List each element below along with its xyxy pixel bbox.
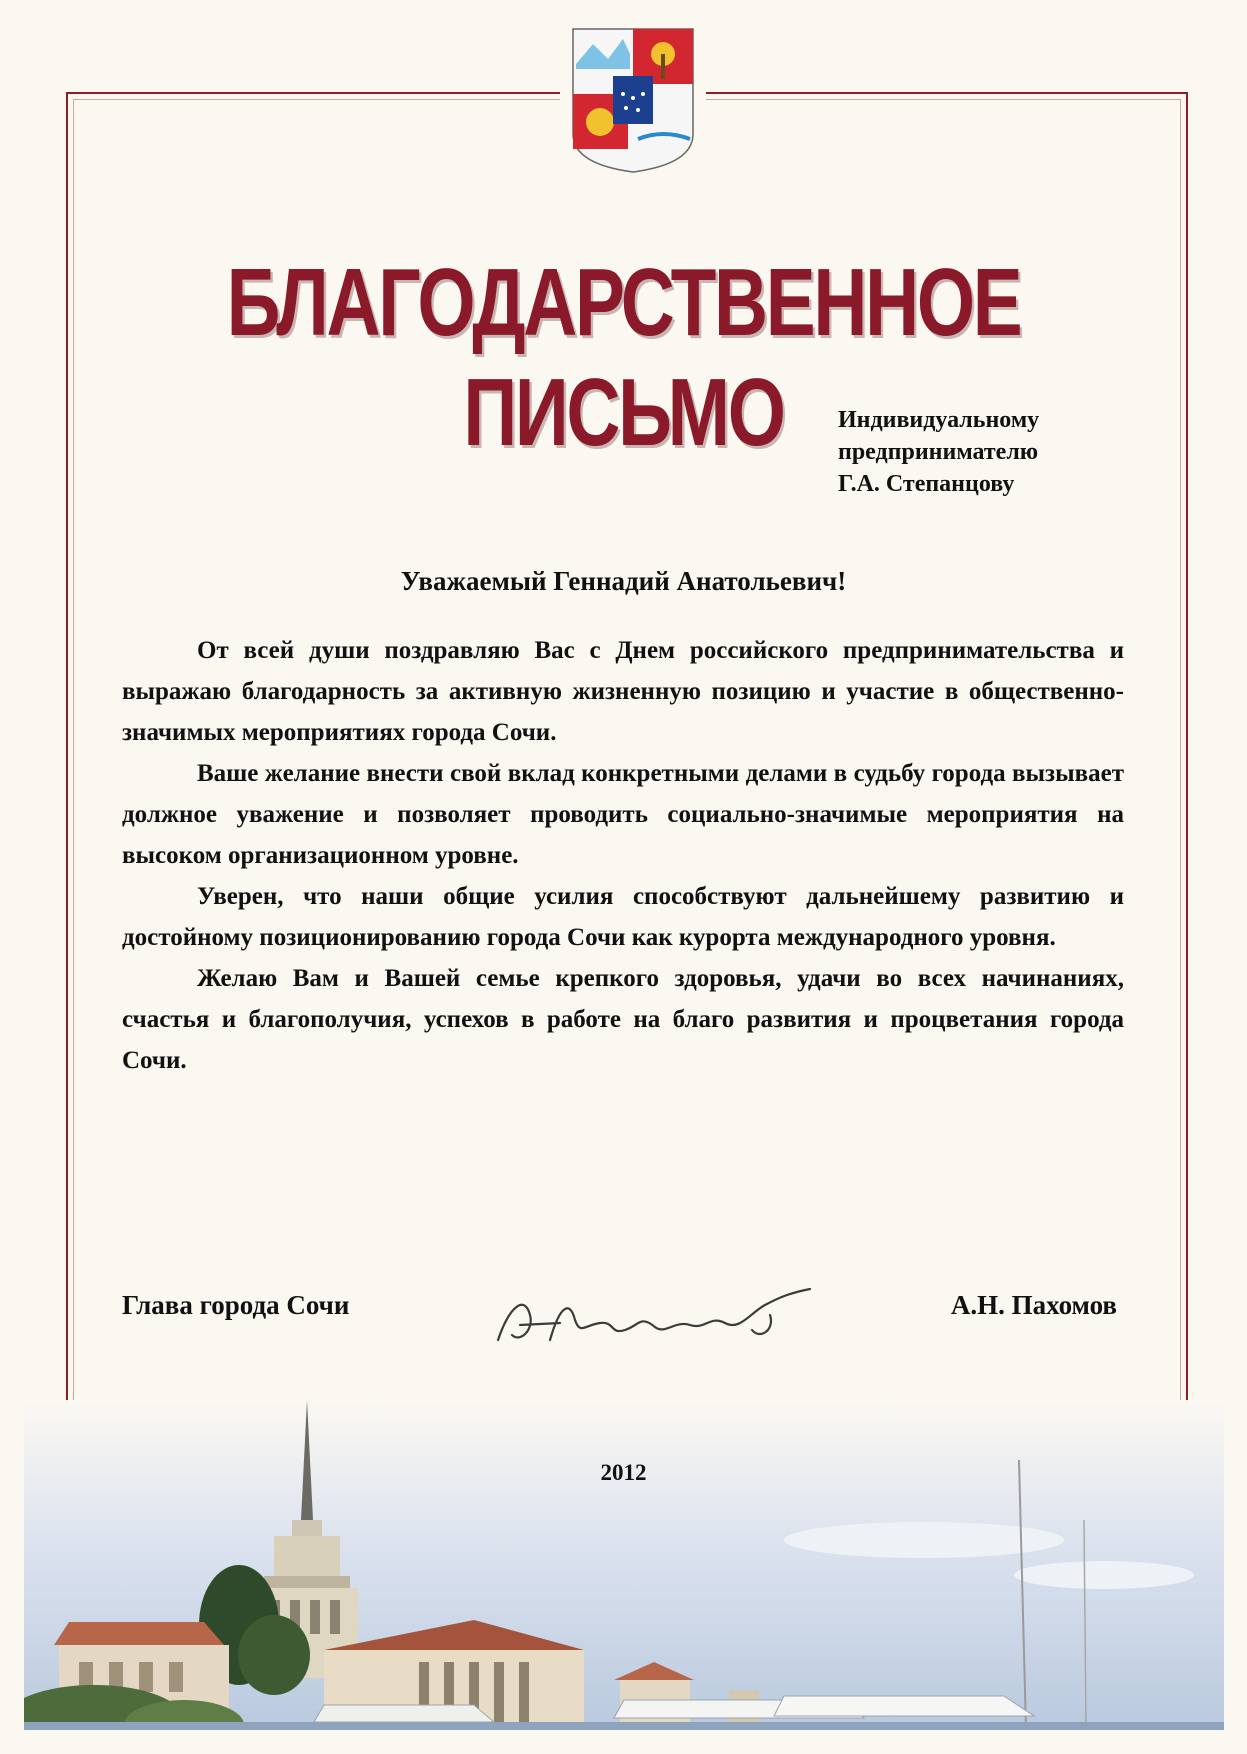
signatory-position: Глава города Сочи	[122, 1290, 350, 1320]
paragraph-1: От всей души поздравляю Вас с Днем российского предпринимательства и выражаю благодарность за активную жизненную позицию и участие в общественно-значимых мероприятиях города Сочи.	[122, 637, 1124, 746]
document-title: БЛАГОДАРСТВЕННОЕ ПИСЬМО	[226, 249, 1021, 466]
recipient-line-2: предпринимателю	[838, 439, 1039, 465]
recipient-name: Г.А. Степанцову	[838, 471, 1015, 497]
recipient-block	[838, 404, 1178, 500]
recipient-line-1: Индивидуальному	[838, 407, 1040, 433]
greeting: Уважаемый Геннадий Анатольевич!	[400, 566, 847, 596]
sochi-port-scene	[24, 1400, 1224, 1730]
letter-body	[122, 630, 1124, 1081]
handwritten-signature	[490, 1285, 830, 1355]
coat-of-arms-emblem	[560, 24, 706, 174]
paragraph-3: Уверен, что наши общие усилия способствуют дальнейшему развитию и достойному позиционированию города Сочи как курорта международного уровня.	[122, 883, 1124, 951]
paragraph-4: Желаю Вам и Вашей семье крепкого здоровья, удачи во всех начинаниях, счастья и благополучия, успехов в работе на благо развития и процветания города Сочи.	[122, 965, 1124, 1074]
paragraph-2: Ваше желание внести свой вклад конкретными делами в судьбу города вызывает должное уважение и позволяет проводить социально-значимые мероприятия на высоком организационном уровне.	[122, 760, 1124, 869]
signatory-name: А.Н. Пахомов	[950, 1290, 1117, 1320]
document-year: 2012	[600, 1460, 647, 1485]
